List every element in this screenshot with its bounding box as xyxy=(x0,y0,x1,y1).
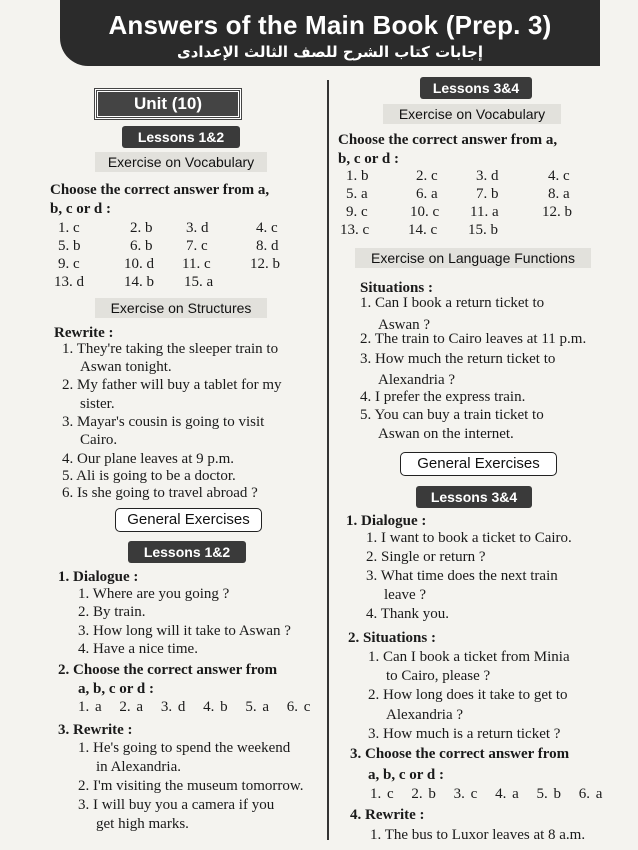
rewrite-line: sister. xyxy=(80,396,115,412)
situation-line: 2. How long does it take to get to xyxy=(368,687,568,703)
unit-heading: Unit (10) xyxy=(95,89,241,119)
answer-cell: 13. c xyxy=(340,222,370,238)
left-lessons-1-2-badge: Lessons 1&2 xyxy=(122,126,240,148)
answer-cell: 4. b xyxy=(203,699,228,715)
left-lessons-1-2-badge-general: Lessons 1&2 xyxy=(128,541,246,563)
answer-cell: 11. a xyxy=(470,204,499,220)
answer-cell: 1. a xyxy=(78,699,102,715)
answer-cell: 2. b xyxy=(130,220,153,236)
answer-cell: 5. b xyxy=(536,786,562,802)
dialogue-line: 1. I want to book a ticket to Cairo. xyxy=(366,530,572,546)
situation-line: Aswan ? xyxy=(378,317,431,333)
answer-cell: 15. a xyxy=(184,274,214,290)
answer-row xyxy=(58,237,280,255)
rewrite-line: 6. Is she going to travel abroad ? xyxy=(62,485,258,501)
right-choose3-answers xyxy=(370,785,614,803)
answer-cell: 10. c xyxy=(410,204,440,220)
answer-cell: 2. b xyxy=(411,786,436,802)
rewrite-line: 4. Our plane leaves at 9 p.m. xyxy=(62,451,235,467)
left-choose2-line2: a, b, c or d : xyxy=(78,681,154,697)
answer-cell: 15. b xyxy=(468,222,498,238)
right-choose-instruction-line2: b, c or d : xyxy=(338,151,399,167)
answer-cell: 11. c xyxy=(182,256,211,272)
situation-line: 2. The train to Cairo leaves at 11 p.m. xyxy=(360,331,587,347)
dialogue-line: 4. Thank you. xyxy=(366,606,450,622)
left-general-exercises-heading: General Exercises xyxy=(115,508,262,532)
rewrite-line: in Alexandria. xyxy=(96,759,181,775)
answer-cell: 13. d xyxy=(54,274,84,290)
dialogue-line: 4. Have a nice time. xyxy=(78,641,198,657)
right-choose3-line2: a, b, c or d : xyxy=(368,767,444,783)
situation-line: 5. You can buy a train ticket to xyxy=(360,407,544,423)
dialogue-line: 2. By train. xyxy=(78,604,146,620)
answer-cell: 2. a xyxy=(119,699,144,715)
answer-cell: 6. b xyxy=(130,238,153,254)
situation-line: Alexandria ? xyxy=(386,707,464,723)
rewrite-line: get high marks. xyxy=(96,816,189,832)
rewrite-line: 2. My father will buy a tablet for my xyxy=(62,377,282,393)
answer-row xyxy=(58,255,280,273)
answer-row xyxy=(54,273,280,291)
situation-line: 3. How much is a return ticket ? xyxy=(368,726,561,742)
rewrite-line: 1. The bus to Luxor leaves at 8 a.m. xyxy=(370,827,586,843)
rewrite-line: 2. I'm visiting the museum tomorrow. xyxy=(78,778,304,794)
left-structures-heading: Exercise on Structures xyxy=(95,298,267,318)
situation-line: 1. Can I book a return ticket to xyxy=(360,295,545,311)
dialogue-line: leave ? xyxy=(384,587,427,603)
rewrite-line: 1. He's going to spend the weekend xyxy=(78,740,291,756)
situation-line: 4. I prefer the express train. xyxy=(360,389,526,405)
answer-cell: 3. d xyxy=(160,699,186,715)
answer-cell: 5. a xyxy=(245,699,270,715)
rewrite-line: 3. I will buy you a camera if you xyxy=(78,797,275,813)
rewrite-line: 3. Mayar's cousin is going to visit xyxy=(62,414,265,430)
right-rewrite-label: 4. Rewrite : xyxy=(350,807,425,823)
answer-cell: 6. a xyxy=(416,186,438,202)
answer-cell: 8. d xyxy=(256,238,279,254)
answer-row xyxy=(346,203,572,221)
page-subtitle-arabic: إجابات كتاب الشرح للصف الثالث الإعدادى xyxy=(176,43,483,61)
answer-cell: 9. c xyxy=(346,204,368,220)
right-choose3-line1: 3. Choose the correct answer from xyxy=(350,746,570,762)
answer-cell: 9. c xyxy=(58,256,80,272)
answer-cell: 1. c xyxy=(370,786,394,802)
answer-cell: 3. d xyxy=(476,168,499,184)
answer-cell: 5. b xyxy=(58,238,81,254)
rewrite-line: Aswan tonight. xyxy=(80,359,172,375)
answer-row xyxy=(58,219,280,237)
right-vocab-answers xyxy=(340,167,572,239)
answer-row xyxy=(346,185,572,203)
right-vocab-heading: Exercise on Vocabulary xyxy=(383,104,561,124)
dialogue-line: 3. How long will it take to Aswan ? xyxy=(78,623,291,639)
answer-cell: 10. d xyxy=(124,256,154,272)
left-dialogue-label: 1. Dialogue : xyxy=(58,569,139,585)
left-choose-instruction-line2: b, c or d : xyxy=(50,201,111,217)
rewrite-line: 5. Ali is going to be a doctor. xyxy=(62,468,236,484)
left-choose2-answers xyxy=(78,698,322,716)
answer-cell: 3. d xyxy=(186,220,209,236)
right-situations-label: Situations : xyxy=(360,280,433,296)
rewrite-line: Cairo. xyxy=(80,432,118,448)
answer-cell: 2. c xyxy=(416,168,438,184)
right-lessons-3-4-badge: Lessons 3&4 xyxy=(420,77,532,99)
answer-cell: 12. b xyxy=(542,204,572,220)
answer-cell: 14. b xyxy=(124,274,154,290)
dialogue-line: 1. Where are you going ? xyxy=(78,586,230,602)
answer-cell: 1. b xyxy=(346,168,369,184)
answer-cell: 6. a xyxy=(578,786,603,802)
left-choose-instruction-line1: Choose the correct answer from a, xyxy=(50,182,270,198)
left-rewrite-label: Rewrite : xyxy=(54,325,114,341)
column-divider xyxy=(327,80,329,840)
situation-line: 3. How much the return ticket to xyxy=(360,351,556,367)
answer-cell: 14. c xyxy=(408,222,438,238)
left-rewrite2-label: 3. Rewrite : xyxy=(58,722,133,738)
situation-line: Alexandria ? xyxy=(378,372,456,388)
answer-cell: 4. c xyxy=(256,220,278,236)
answer-cell: 3. c xyxy=(453,786,478,802)
page-header xyxy=(60,0,600,66)
answer-row xyxy=(340,221,572,239)
answer-cell: 5. a xyxy=(346,186,368,202)
left-choose2-line1: 2. Choose the correct answer from xyxy=(58,662,278,678)
answer-cell: 8. a xyxy=(548,186,570,202)
dialogue-line: 3. What time does the next train xyxy=(366,568,558,584)
answer-cell: 7. c xyxy=(186,238,208,254)
right-choose-instruction-line1: Choose the correct answer from a, xyxy=(338,132,558,148)
situation-line: 1. Can I book a ticket from Minia xyxy=(368,649,570,665)
situation-line: Aswan on the internet. xyxy=(378,426,514,442)
right-dialogue-label: 1. Dialogue : xyxy=(346,513,427,529)
situation-line: to Cairo, please ? xyxy=(386,668,491,684)
answer-cell: 4. a xyxy=(495,786,519,802)
answer-cell: 4. c xyxy=(548,168,570,184)
dialogue-line: 2. Single or return ? xyxy=(366,549,486,565)
answer-row xyxy=(346,167,572,185)
answer-cell: 6. c xyxy=(286,699,311,715)
answer-cell: 7. b xyxy=(476,186,499,202)
answer-cell: 1. c xyxy=(58,220,80,236)
right-lessons-3-4-badge-general: Lessons 3&4 xyxy=(416,486,532,508)
rewrite-line: 1. They're taking the sleeper train to xyxy=(62,341,279,357)
page-title: Answers of the Main Book (Prep. 3) xyxy=(108,10,552,40)
left-vocab-heading: Exercise on Vocabulary xyxy=(95,152,267,172)
right-general-exercises-heading: General Exercises xyxy=(400,452,557,476)
right-language-functions-heading: Exercise on Language Functions xyxy=(355,248,591,268)
right-situations2-label: 2. Situations : xyxy=(348,630,436,646)
answer-cell: 12. b xyxy=(250,256,280,272)
left-vocab-answers xyxy=(54,219,280,291)
